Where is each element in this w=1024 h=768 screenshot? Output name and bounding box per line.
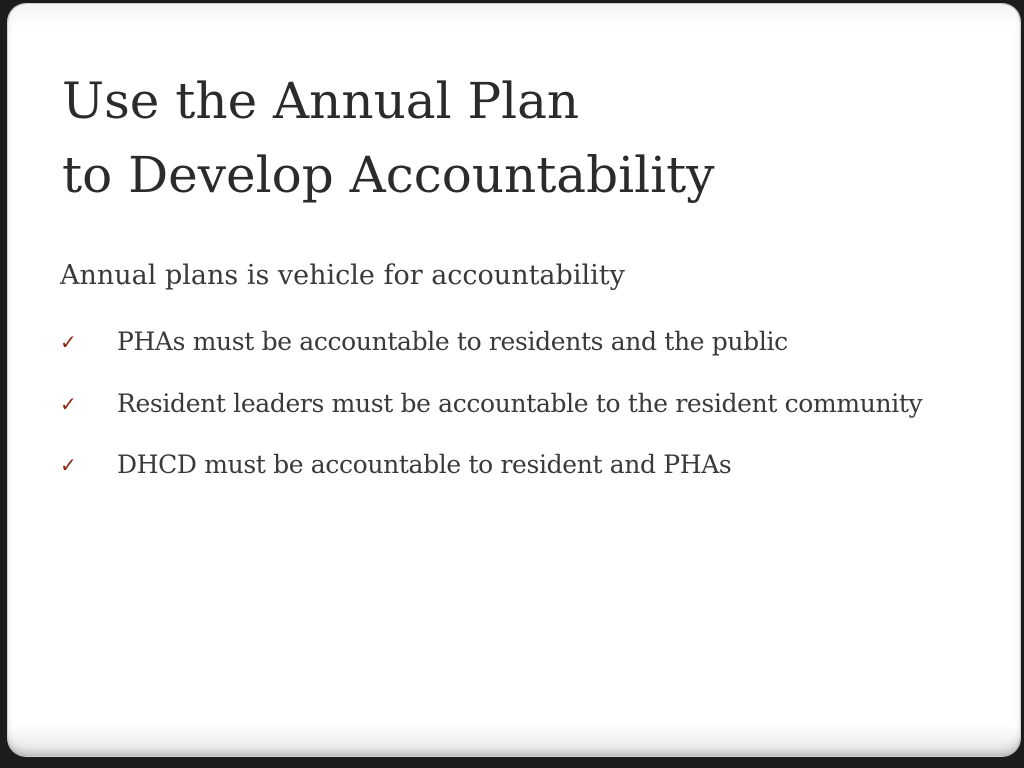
slide xyxy=(8,4,1020,756)
bullet-text: DHCD must be accountable to resident and PHAs xyxy=(117,450,732,479)
check-icon: ✓ xyxy=(60,453,77,477)
check-icon: ✓ xyxy=(60,330,77,354)
intro-text: Annual plans is vehicle for accountability xyxy=(60,260,625,291)
slide-title xyxy=(62,64,714,212)
slide-title-line-1: Use the Annual Plan xyxy=(62,72,580,130)
bullet-text: PHAs must be accountable to residents and the public xyxy=(117,327,788,356)
bullet-item xyxy=(60,382,1010,444)
bullet-text: Resident leaders must be accountable to the resident community xyxy=(117,388,923,418)
check-icon: ✓ xyxy=(60,391,77,416)
bullet-item xyxy=(60,320,1010,382)
bullet-item xyxy=(60,443,1010,505)
bullet-list xyxy=(60,320,1010,505)
slide-title-line-2: to Develop Accountability xyxy=(62,146,715,204)
